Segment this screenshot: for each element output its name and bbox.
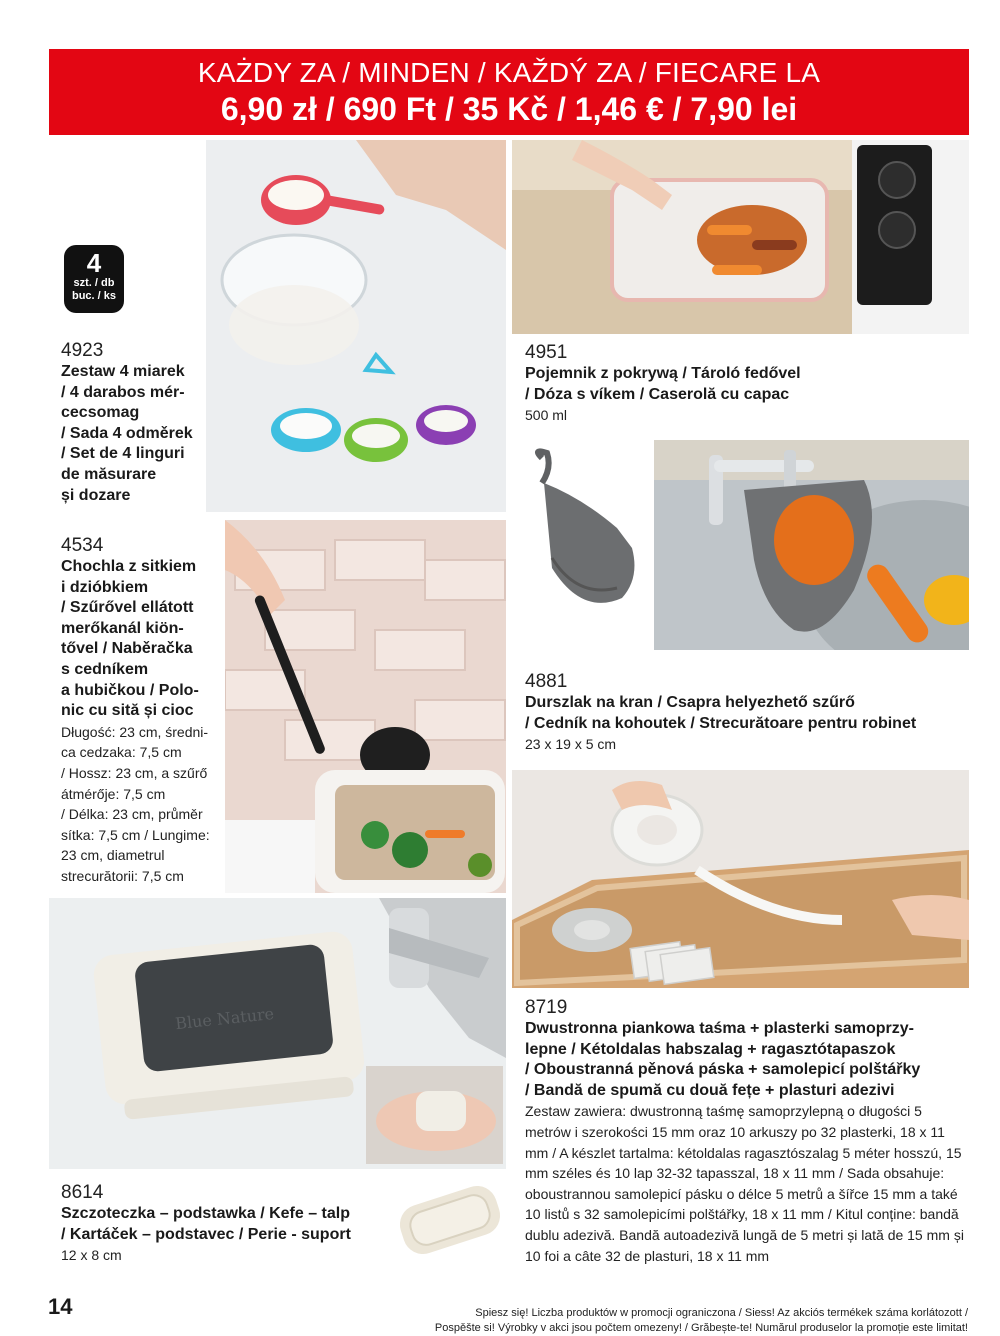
banner-headline: KAŻDY ZA / MINDEN / KAŽDÝ ZA / FIECARE LA [197, 57, 821, 88]
product-4881 [525, 671, 965, 755]
product-code: 4951 [525, 342, 568, 363]
product-description: Zestaw zawiera: dwustronną taśmę samoprzylepną o długości 5 metrów i szerokości 15 mm oraz 10 arkuszy po 32 plasterki, 18 x 11 mm / A készlet tartalma: kétoldalas ragasztószalag 5 méter hosszú, 15 mm széles és 10 lap 32-32 tapasszal, 18 x 11 mm / Sada obsahuje: oboustrannou samolepicí pásku o délce 5 metrů a šířce 15 mm a také 10 listů s 32 samolepicími polštářky, 18 x 11 mm / Kitul conține: bandă dublu adezivă. Bandă autoadezivă lungă de 5 metri și lată de 15 mm și 10 foi a câte 32 de plasturi, 18 x 11 mm [525, 1103, 964, 1264]
badge-unit: szt. / db buc. / ks [71, 277, 117, 302]
product-code: 4534 [61, 535, 104, 556]
product-title: Dwustronna piankowa taśma + plasterki samoprzy- lepne / Kétoldalas habszalag + ragasztótapaszok / Oboustranná pěnová páska + samolepicí polštářky / Bandă de spumă cu două fețe + plasturi adezivi [525, 1020, 921, 1099]
price-banner [49, 49, 969, 135]
product-capacity: 500 ml [525, 407, 568, 424]
product-4923 [61, 340, 211, 506]
product-8614 [61, 1182, 391, 1266]
quantity-badge [64, 245, 124, 313]
soap-brand-text: Blue Nature [174, 1003, 275, 1034]
badge-number: 4 [86, 248, 102, 278]
strainer-faucet-photo [654, 440, 969, 650]
product-code: 4923 [61, 340, 104, 361]
foam-tape-photo [512, 770, 969, 988]
strainer-product-photo [522, 448, 647, 618]
product-4951 [525, 342, 965, 426]
product-title: Zestaw 4 miarek / 4 darabos mér- cecsomag / Sada 4 odměrek / Set de 4 linguri de măsurare și dozare [61, 363, 193, 504]
product-dimensions: 12 x 8 cm [61, 1247, 122, 1264]
product-code: 4881 [525, 671, 568, 692]
scrub-inset-photo [366, 1066, 503, 1164]
product-8719 [525, 997, 970, 1266]
measuring-cups-photo [206, 140, 506, 512]
container-photo [512, 140, 969, 334]
product-title: Durszlak na kran / Csapra helyezhető szűrő / Cedník na kohoutek / Strecurătoare pentru robinet [525, 694, 917, 732]
product-code: 8614 [61, 1182, 104, 1203]
brush-photo [392, 1175, 507, 1275]
page-number: 14 [48, 1294, 73, 1319]
product-title: Szczoteczka – podstawka / Kefe – talp / Kartáček – podstavec / Perie - suport [61, 1205, 351, 1243]
banner-prices: 6,90 zł / 690 Ft / 35 Kč / 1,46 € / 7,90 lei [220, 91, 798, 127]
ladle-photo [225, 520, 506, 893]
product-dimensions: 23 x 19 x 5 cm [525, 736, 617, 753]
product-title: Pojemnik z pokrywą / Tároló fedővel / Dóza s víkem / Caserolă cu capac [525, 365, 801, 403]
product-code: 8719 [525, 997, 568, 1018]
footer-disclaimer: Spiesz się! Liczba produktów w promocji ograniczona / Siess! Az akciós termékek száma korlátozott / Pospěšte si! Výrobky v akci jsou počtem omezeny! / Grăbește-te! Numărul produselor la promoție este limitat! [434, 1307, 968, 1334]
product-title: Chochla z sitkiem i dzióbkiem / Szűrővel ellátott merőkanál kiön- tővel / Naběračka s cedníkem a hubičkou / Polo- nic cu sită și cioc [61, 558, 199, 720]
product-dimensions: Długość: 23 cm, średni- ca cedzaka: 7,5 cm / Hossz: 23 cm, a szűrő átmérője: 7,5 cm / Délka: 23 cm, průměr sítka: 7,5 cm / Lungime: 23 cm, diametrul strecurătorii: 7,5 cm [61, 723, 210, 884]
product-4534 [61, 535, 221, 887]
